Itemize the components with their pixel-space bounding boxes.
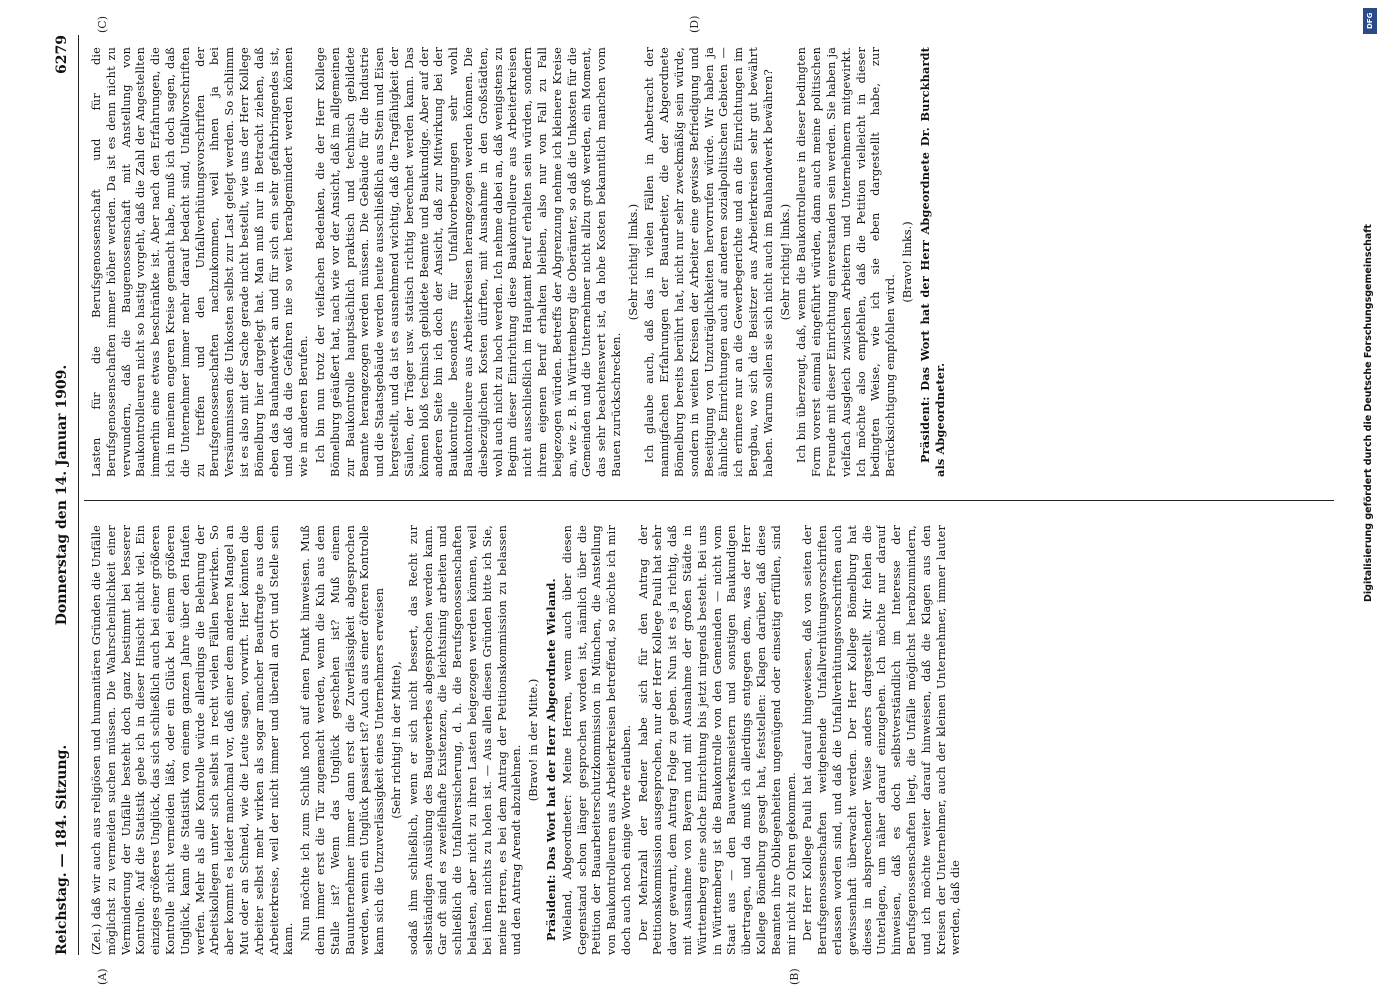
page-number: 6279 bbox=[54, 35, 70, 74]
margin-marker-a: (A) bbox=[96, 968, 109, 985]
digitization-credit: Digitalisierung gefördert durch die Deutsche Forschungsgemeinschaft bbox=[1363, 224, 1374, 602]
paragraph: Der Mehrzahl der Redner habe sich für den Antrag der Petitionskommission ausgesprochen, nur der Herr Kollege Pauli hat sehr davor gewarnt, dem Antrag Folge zu geben. Nun ist es ja richtig, daß mit Ausnahme von Bayern und mit Ausnahme der großen Städte in Württemberg eine solche Einrichtung bis jetzt nirgends besteht. Bei uns in Württemberg ist die Baukontrolle von den Gemeinden — nicht vom Staat aus — den Bauwerksmeistern und sonstigen Baukundigen übertragen, und da muß ich allerdings entgegen dem, was der Herr Kollege Bömelburg gesagt hat, feststellen: Klagen darüber, daß diese Beamten ihre Obliegenheiten ungenügend oder einseitig erfüllen, sind mir nicht zu Ohren gekommen. bbox=[636, 525, 798, 955]
paragraph: Nun möchte ich zum Schluß noch auf einen Punkt hinweisen. Muß denn immer erst die Tür zugemacht werden, wenn die Kuh aus dem Stalle ist? Wenn das Unglück geschehen ist? Muß einem Bauunternehmer immer dann erst die Zuverlässigkeit abgesprochen werden, wenn ein Unglück passiert ist? Auch aus einer öfteren Kontrolle kann sich die Unzuverlässigkeit eines Unternehmers erweisen bbox=[299, 525, 387, 955]
paragraph: (Zei.) daß wir auch aus religiösen und humanitären Gründen die Unfälle möglichst zu vermeiden suchen müssen. Die Wahrscheinlichkeit einer Verminderung der Unfälle besteht doch ganz bestimmt bei besserer Kontrolle. Auf die Statistik gebe ich in dieser Hinsicht nicht viel. Ein einziges größeres Unglück, das sich schließlich auch bei einer größeren Kontrolle nicht vermeiden läßt, oder ein Glück bei einem größeren Unglück, kann die Statistik von einem ganzen Jahre über den Haufen werfen. Mehr als alle Kontrolle würde allerdings die Belehrung der Arbeitskollegen unter sich selbst in recht vielen Fällen bewirken. So aber kommt es leider manchmal vor, daß einer dem anderen Mangel an Mut oder an Schneid, wie die Leute sagen, vorwirft. Hier könnten die Arbeiter selbst mehr wirken als sogar mancher Beauftragte aus dem Arbeiterkreise, weil der nicht immer und überall an Ort und Stelle sein kann. bbox=[90, 525, 296, 955]
margin-marker-d: (D) bbox=[688, 15, 701, 33]
interjection: (Sehr richtig! in der Mitte), bbox=[389, 661, 403, 819]
paragraph: Der Herr Kollege Pauli hat darauf hingewiesen, daß von seiten der Berufsgenossenschaften weitgehende Unfallverhütungsvorschriften erlassen worden sind, und daß die Unfallverhütungsvorschriften auch gewissenhaft überwacht werden. Der Herr Kollege Bömelburg hat dieses in absprechender Weise anders dargestellt. Mir fehlen die Unterlagen, um näher darauf einzugehen. Ich möchte nur darauf hinweisen, daß es doch selbstverständlich im Interesse der Berufsgenossenschaften liegt, die Unfälle möglichst herabzumindern, und ich möchte weiter darauf hinweisen, daß die Klagen aus den Kreisen der Unternehmer, auch der kleinen Unternehmer, immer lauter werden, daß die bbox=[801, 525, 963, 955]
paragraph: sodaß ihm schließlich, wenn er sich nicht bessert, das Recht zur selbständigen Ausübung des Baugewerbes abgesprochen werden kann. Gar oft sind es zweifelhafte Existenzen, die leichtsinnig arbeiten und schließlich die Unfallversicherung, d. h. die Berufsgenossenschaften belasten, aber nicht zu ihren Lasten beigezogen werden können, weil bei ihnen nichts zu holen ist. — Aus allen diesen Gründen bitte ich Sie, meine Herren, es bei dem Antrag der Petitionskommission zu belassen und den Antrag Arendt abzulehnen. bbox=[406, 525, 524, 955]
page-header bbox=[48, 35, 79, 955]
header-date: Donnerstag den 14. Januar 1909. bbox=[54, 364, 70, 626]
speaker-line: Präsident: Das Wort hat der Herr Abgeordnete Wieland. bbox=[543, 578, 558, 941]
interjection: (Bravo! links.) bbox=[901, 221, 915, 303]
paragraph: Ich glaube auch, daß das in vielen Fällen in Anbetracht der mannigfachen Erfahrungen der Bauarbeiter, die der Abgeordnete Bömelburg bereits berührt hat, nicht nur sehr zweckmäßig sein würde, sondern in weiten Kreisen der Arbeiter eine gewisse Befriedigung und Beseitigung von Unzuträglichkeiten hervorrufen würde. Wir haben ja ähnliche Einrichtungen auch auf anderen sozialpolitischen Gebieten — ich erinnere nur an die Gewerbegerichte und an die Einrichtungen im Bergbau, wo sich die Beisitzer aus Arbeiterkreisen sehr gut bewährt haben. Warum sollen sie sich nicht auch im Bauhandwerk bewähren? bbox=[643, 47, 775, 477]
left-column bbox=[90, 525, 1330, 955]
paragraph: Lasten für die Berufsgenossenschaft und für die Berufsgenossenschaften immer höher werden. Da ist es denn nicht zu verwundern, daß die Baugenossenschaft mit Anstellung von Baukontrolleuren nicht so hastig vorgeht, daß die Zahl der Angestellten immerhin eine etwas beschränkte ist. Aber nach den Erfahrungen, die ich in meinem engeren Kreise gemacht habe, muß ich doch sagen, daß die Unternehmer immer mehr darauf bedacht sind, Unfallvorschriften zu treffen und den Unfallverhütungsvorschriften der Berufsgenossenschaften nachzukommen, weil ihnen ja bei Versäumnissen die Unkosten selbst zur Last gelegt werden. So schlimm ist es also mit der Sache gerade nicht bestellt, wie uns der Herr Kollege Bömelburg hier dargelegt hat. Man muß nur in Betracht ziehen, daß eben das Bauhandwerk an und für sich ein sehr gefahrbringendes ist, und daß da die Gefahren nie so weit herabgemindert werden können wie in anderen Berufen. bbox=[90, 47, 311, 477]
margin-marker-b: (B) bbox=[788, 968, 801, 985]
right-column bbox=[90, 47, 1330, 477]
digitization-sidebar bbox=[1363, 8, 1377, 993]
paragraph: Ich bin überzeugt, daß, wenn die Baukontrolleure in dieser bedingten Form vorerst einmal eingeführt würden, dann auch meine politischen Freunde mit dieser Einrichtung einverstanden sein werden. Sie haben ja vielfach Ausgleich zwischen Arbeitern und Unternehmern mitgewirkt. Ich möchte also empfehlen, daß die Petition vielleicht in dieser bedingten Weise, wie ich sie eben dargestellt habe, zur Berücksichtigung empfohlen wird. bbox=[795, 47, 898, 477]
rotated-page bbox=[48, 15, 1338, 985]
header-left: Reichstag. — 184. Sitzung. bbox=[54, 744, 70, 955]
column-divider bbox=[84, 500, 1334, 501]
speaker-line: Präsident: Das Wort hat der Herr Abgeordnete Dr. Burckhardt als Abgeordneter. bbox=[917, 47, 947, 477]
paragraph: Wieland, Abgeordneter: Meine Herren, wenn auch über diesen Gegenstand schon länger gesprochen worden ist, nämlich über die Petition der Bauarbeiterschutzkommission in München, die Anstellung von Baukontrolleuren aus Arbeiterkreisen betreffend, so möchte ich mir doch auch noch einige Worte erlauben. bbox=[560, 525, 633, 955]
interjection: (Sehr richtig! links.) bbox=[626, 203, 640, 321]
interjection: (Bravo! in der Mitte.) bbox=[527, 678, 541, 802]
paragraph: Ich bin nun trotz der vielfachen Bedenken, die der Herr Kollege Bömelburg geäußert hat, nach wie vor der Ansicht, daß im allgemeinen zur Baukontrolle hauptsächlich praktisch und technisch gebildete Beamte herangezogen werden müssen. Die Gebäude für die Industrie und die Staatsgebäude werden heute ausschließlich aus Stein und Eisen hergestellt, und da ist es ausnehmend wichtig, daß die Tragfähigkeit der Säulen, der Träger usw. statisch richtig berechnet werden kann. Das können bloß technisch gebildete Beamte und Baukundige. Aber auf der anderen Seite bin ich doch der Ansicht, daß zur Mitwirkung bei der Baukontrolle besonders für Unfallvorbeugungen sehr wohl Baukontrolleure aus Arbeiterkreisen herangezogen werden können. Die diesbezüglichen Kosten dürften, mit Ausnahme in den Großstädten, wohl auch nicht zu hoch werden. Ich nehme dabei an, daß wenigstens zu Beginn dieser Einrichtung diese Baukontrolleure aus Arbeiterkreisen nicht ausschließlich im Hauptamt Beruf erhalten sein würden, sondern ihrem eigenen Beruf erhalten bleiben, also nur von Fall zu Fall beigezogen würden. Betreffs der Abgrenzung nehme ich kleinere Kreise an, wie z. B. in Württemberg die Oberämter, so daß die Unkosten für die Gemeinden und die Unternehmer nicht allzu groß werden, ein Moment, das sehr beachtenswert ist, da hohe Kosten bekanntlich manchen vom Bauen zurückschrecken. bbox=[313, 47, 623, 477]
dfg-logo: DFG bbox=[1363, 8, 1377, 34]
interjection: (Sehr richtig! links.) bbox=[778, 203, 792, 321]
margin-marker-c: (C) bbox=[96, 16, 109, 33]
